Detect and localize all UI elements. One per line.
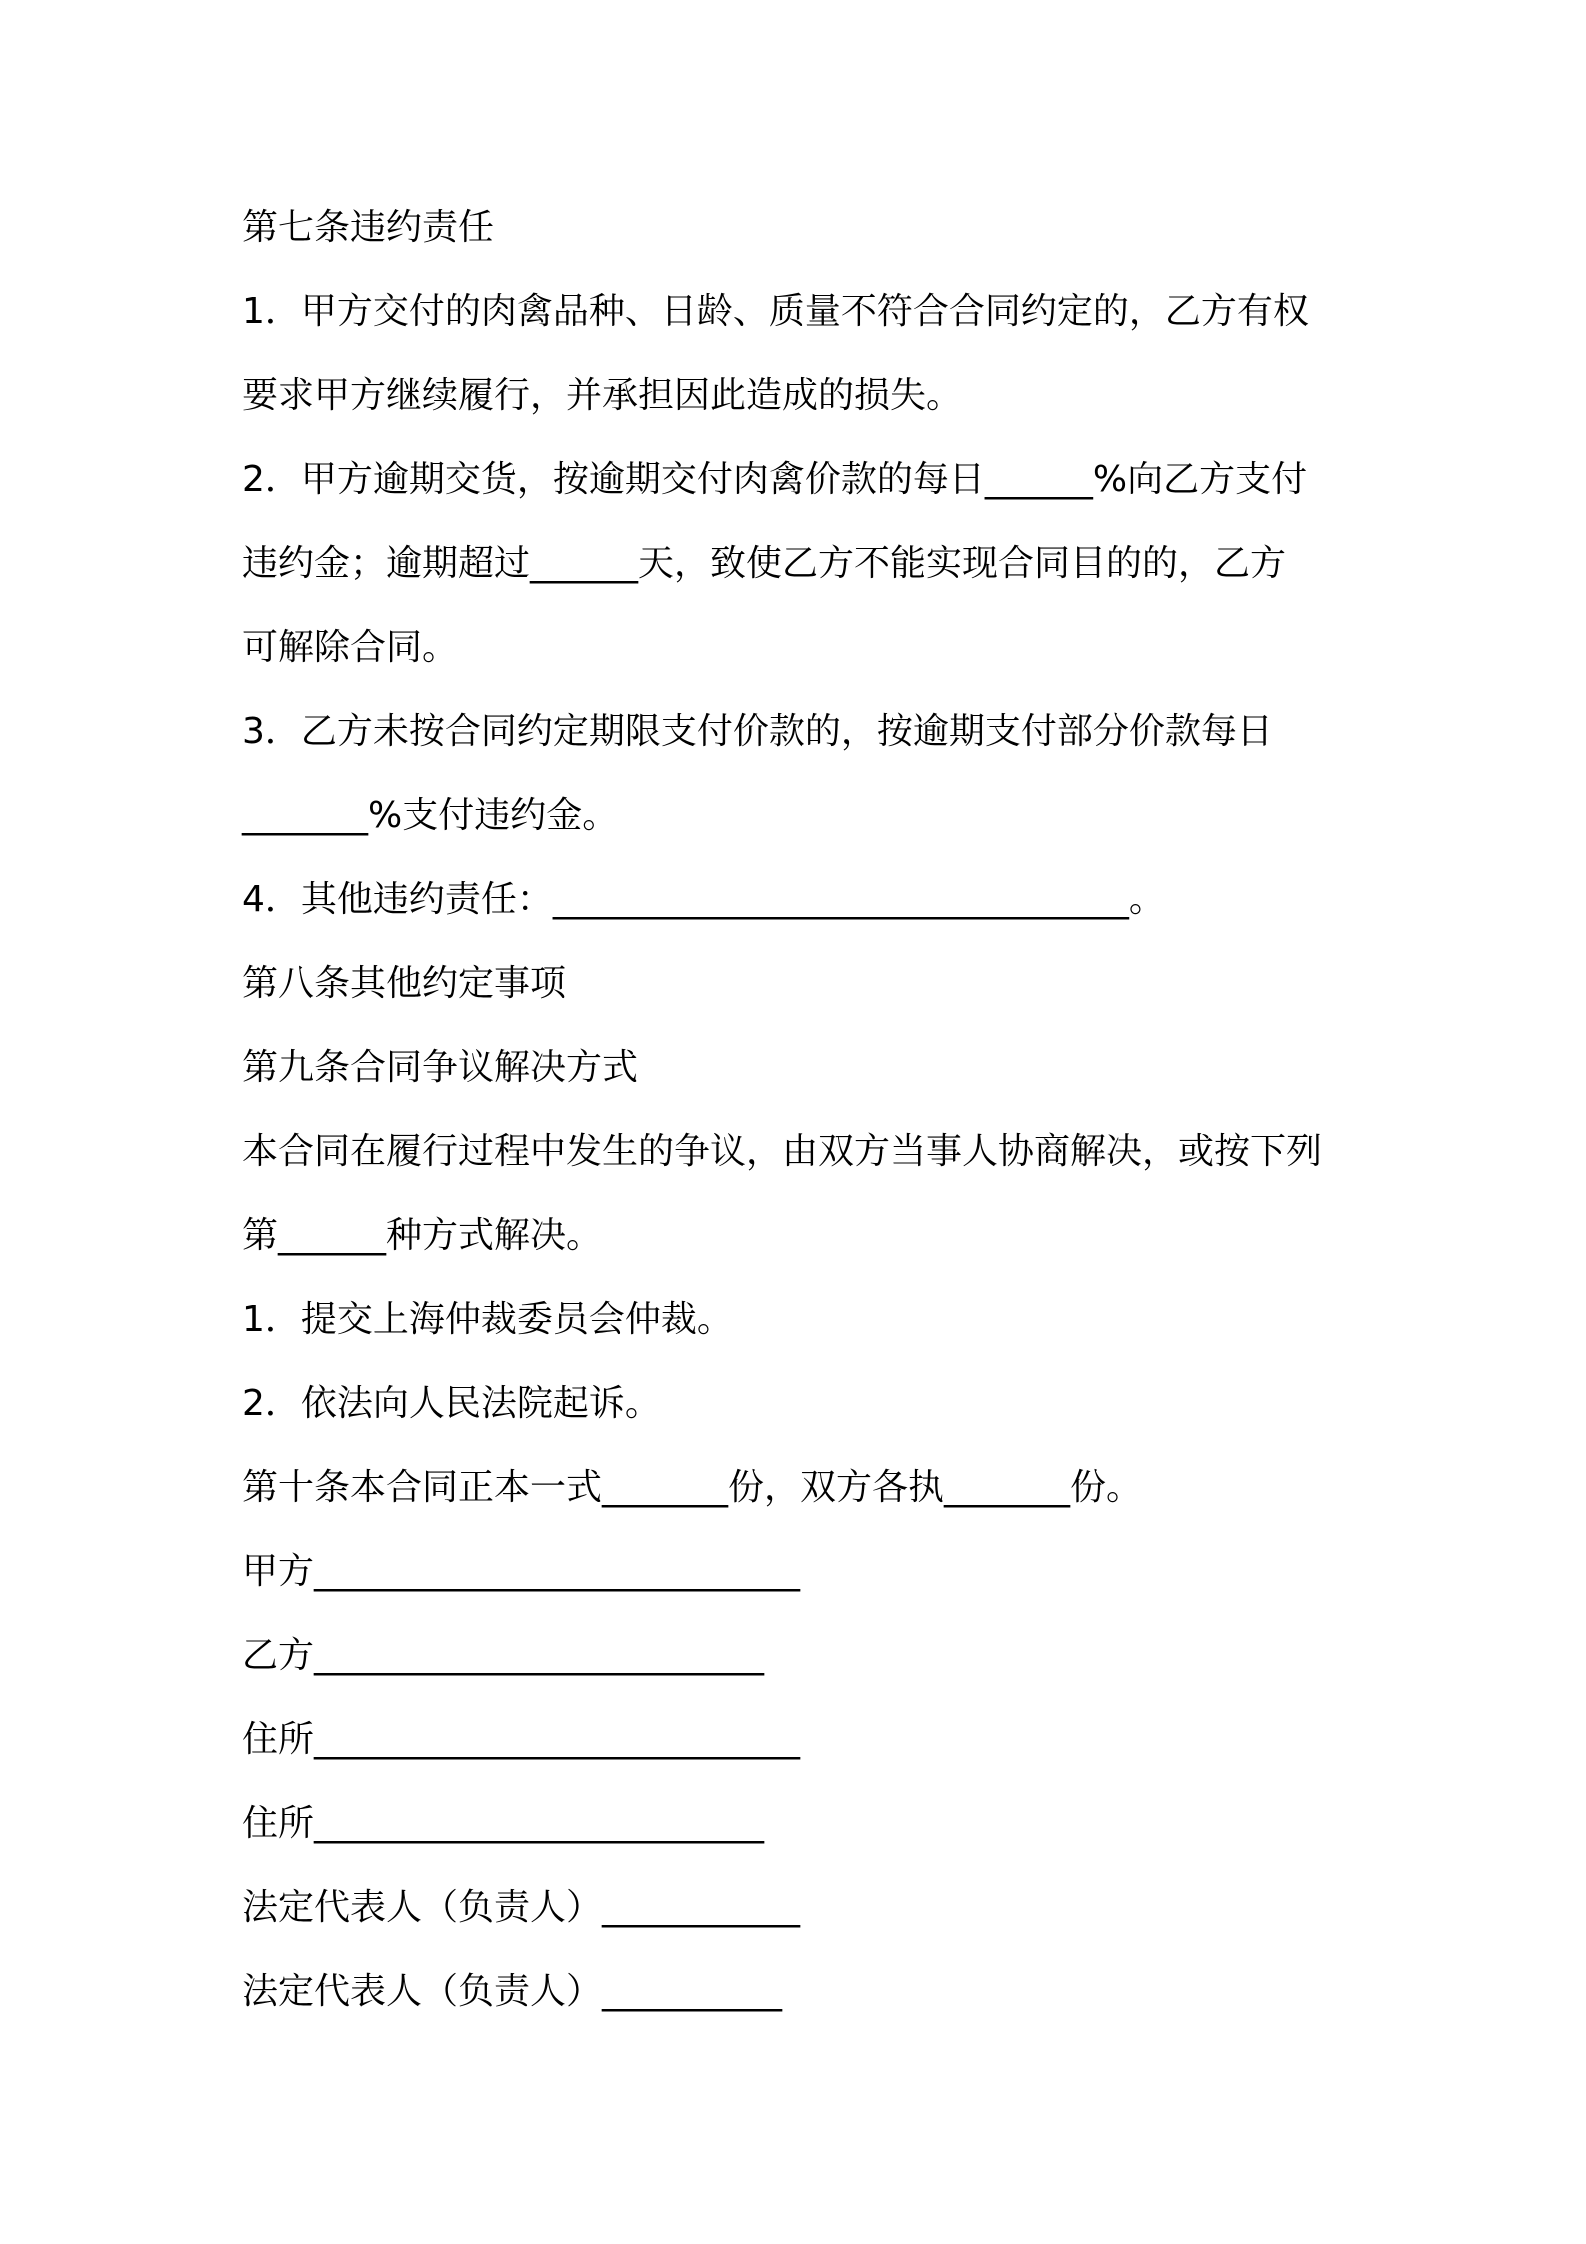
article-7-item-4: 4．其他违约责任：________________________________。 [242,879,1165,920]
article-9-heading: 第九条合同争议解决方式 [242,1047,639,1088]
article-9-option-1: 1．提交上海仲裁委员会仲裁。 [242,1299,733,1340]
article-7-item-1-line-1: 1．甲方交付的肉禽品种、日龄、质量不符合合同约定的，乙方有权 [242,291,1309,332]
article-9-option-2: 2．依法向人民法院起诉。 [242,1383,661,1424]
article-7-item-2-line-3: 可解除合同。 [242,627,459,668]
article-7-item-2-line-1: 2．甲方逾期交货，按逾期交付肉禽价款的每日______%向乙方支付 [242,459,1308,500]
article-7-item-3-line-2: _______%支付违约金。 [242,795,619,836]
party-a-address-line: 住所___________________________ [242,1719,800,1760]
article-9-text-line-2: 第______种方式解决。 [242,1215,603,1256]
party-b-representative-line: 法定代表人（负责人）__________ [242,1971,783,2012]
article-7-item-2-line-2: 违约金；逾期超过______天，致使乙方不能实现合同目的的，乙方 [242,543,1287,584]
party-b-address-line: 住所_________________________ [242,1803,764,1844]
article-9-text-line-1: 本合同在履行过程中发生的争议，由双方当事人协商解决，或按下列 [242,1131,1323,1172]
party-b-signature-line: 乙方_________________________ [242,1635,764,1676]
article-8-heading: 第八条其他约定事项 [242,963,567,1004]
party-a-representative-line: 法定代表人（负责人）___________ [242,1887,801,1928]
article-7-item-1-line-2: 要求甲方继续履行，并承担因此造成的损失。 [242,375,963,416]
article-10-text: 第十条本合同正本一式_______份，双方各执_______份。 [242,1467,1143,1508]
article-7-heading: 第七条违约责任 [242,207,495,248]
article-7-item-3-line-1: 3．乙方未按合同约定期限支付价款的，按逾期支付部分价款每日 [242,711,1273,752]
party-a-signature-line: 甲方___________________________ [242,1551,800,1592]
